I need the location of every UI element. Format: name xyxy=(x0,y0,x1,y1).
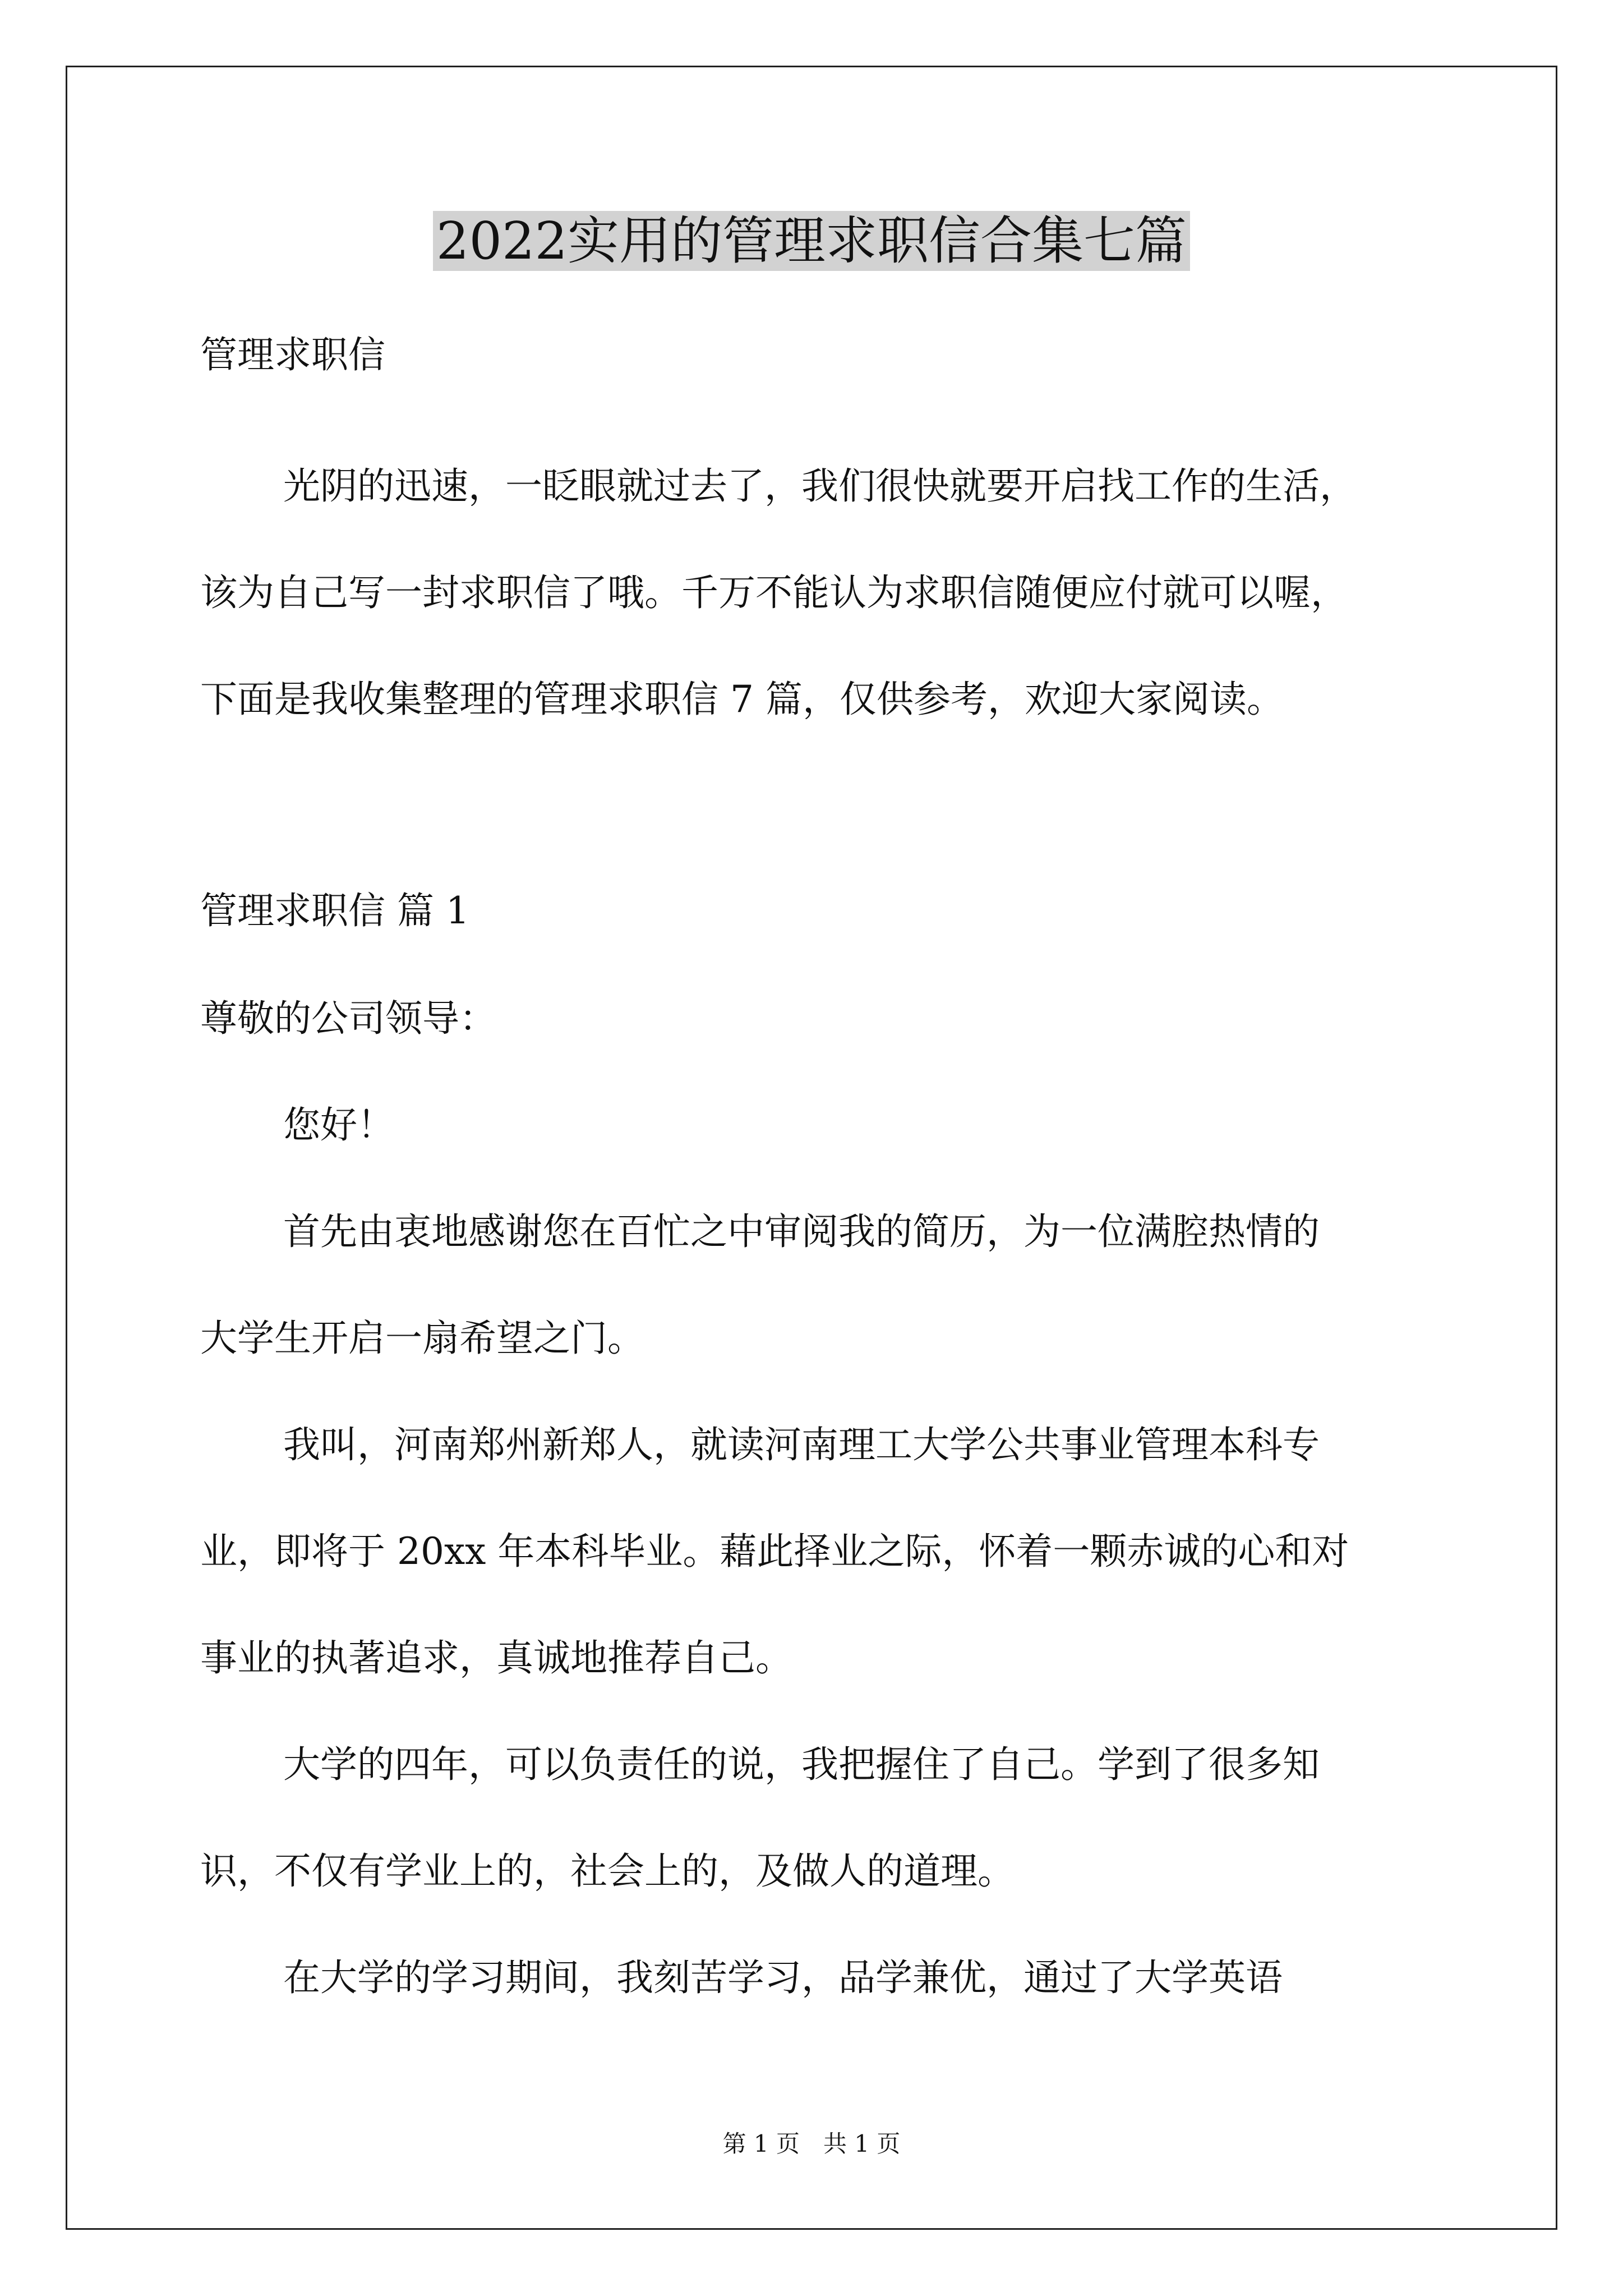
paragraph-1-line-1: 首先由衷地感谢您在百忙之中审阅我的简历，为一位满腔热情的 xyxy=(283,1210,1320,1253)
intro-line-2: 该为自己写一封求职信了哦。千万不能认为求职信随便应付就可以喔， xyxy=(200,571,1348,614)
paragraph-3-line-2: 识，不仅有学业上的，社会上的，及做人的道理。 xyxy=(200,1849,1015,1893)
page-number: 第 1 页 xyxy=(722,2130,800,2157)
paragraph-2-line-2: 业，即将于 20xx 年本科毕业。藉此择业之际，怀着一颗赤诚的心和对 xyxy=(200,1530,1349,1573)
paragraph-4-line-1: 在大学的学习期间，我刻苦学习，品学兼优，通过了大学英语 xyxy=(283,1956,1283,1999)
intro-line-1: 光阴的迅速，一眨眼就过去了，我们很快就要开启找工作的生活， xyxy=(283,464,1357,508)
section-heading: 管理求职信 xyxy=(200,333,385,376)
greeting: 您好！ xyxy=(283,1103,394,1147)
paragraph-2-line-1: 我叫，河南郑州新郑人，就读河南理工大学公共事业管理本科专 xyxy=(283,1423,1320,1466)
letter-heading: 管理求职信 篇 1 xyxy=(200,889,469,932)
paragraph-2-line-3: 事业的执著追求，真诚地推荐自己。 xyxy=(200,1636,792,1680)
document-title xyxy=(0,202,1623,280)
paragraph-3-line-1: 大学的四年，可以负责任的说，我把握住了自己。学到了很多知 xyxy=(283,1743,1320,1786)
page-footer xyxy=(0,2127,1623,2161)
salutation: 尊敬的公司领导： xyxy=(200,997,496,1040)
intro-line-3: 下面是我收集整理的管理求职信 7 篇，仅供参考，欢迎大家阅读。 xyxy=(200,678,1284,721)
document-title-text: 2022实用的管理求职信合集七篇 xyxy=(433,211,1190,271)
page-total: 共 1 页 xyxy=(823,2130,901,2157)
paragraph-1-line-2: 大学生开启一扇希望之门。 xyxy=(200,1317,644,1360)
